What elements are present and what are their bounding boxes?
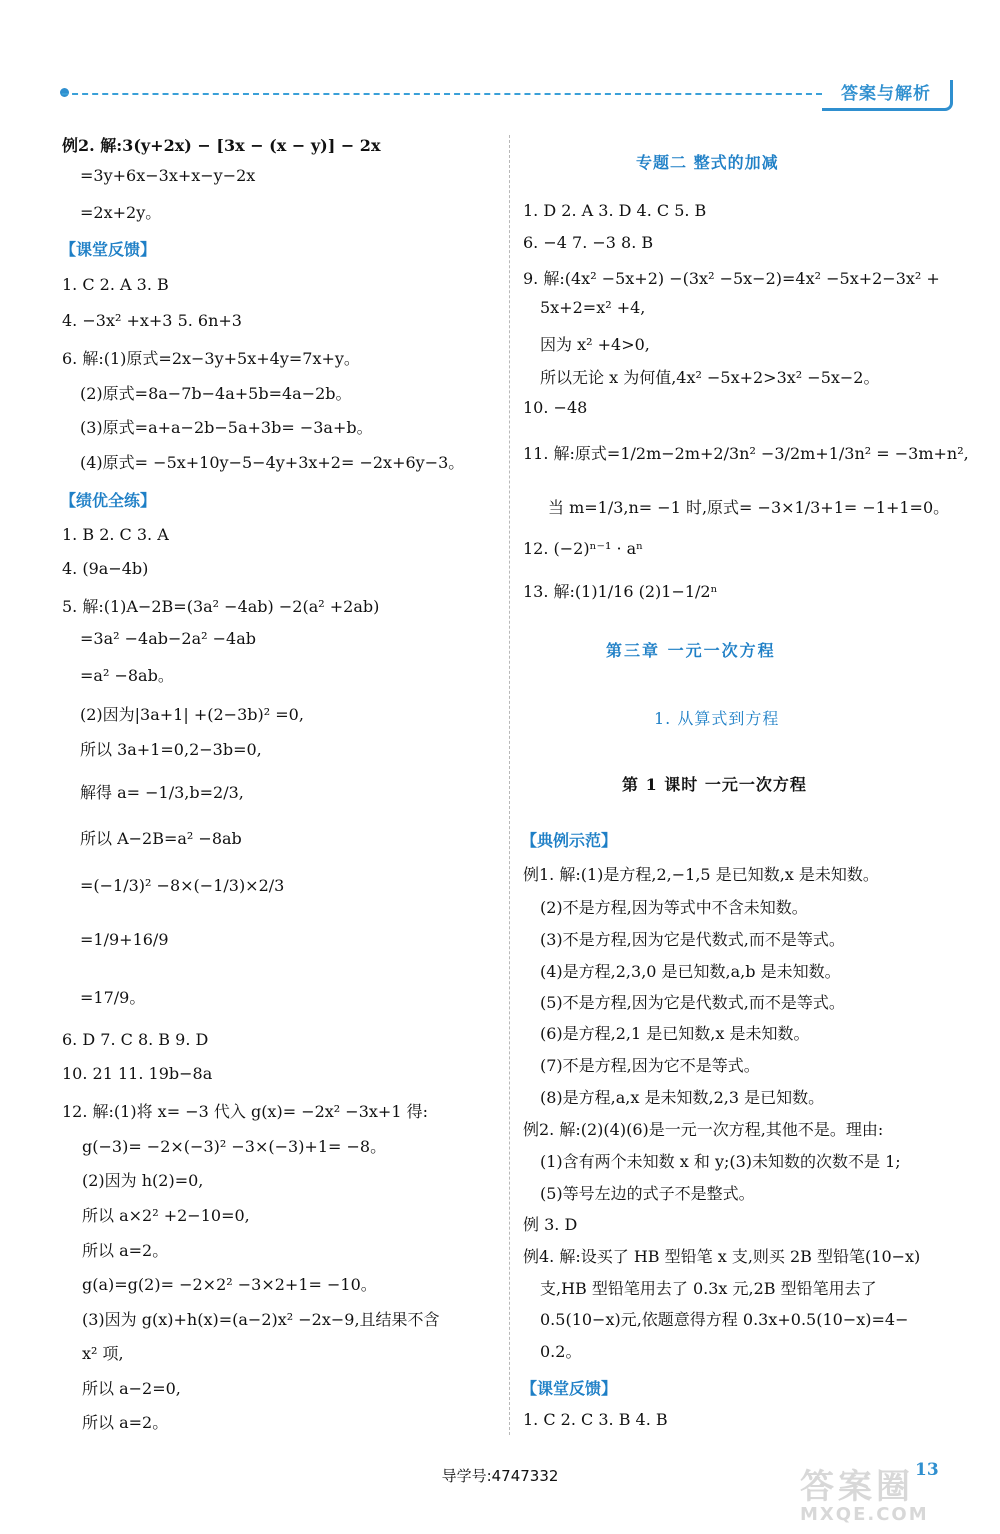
right-line: 1. 从算式到方程 [654,709,780,728]
column-divider [509,135,510,1435]
right-line: (5)等号左边的式子不是整式。 [540,1184,755,1203]
left-line: 所以 a=2。 [82,1413,169,1432]
right-line: 12. (−2)ⁿ⁻¹ · aⁿ [523,539,644,558]
right-line: 例4. 解:设买了 HB 型铅笔 x 支,则买 2B 型铅笔(10−x) [523,1247,921,1266]
watermark-logo [800,1467,990,1530]
right-line: 9. 解:(4x² −5x+2) −(3x² −5x−2)=4x² −5x+2−3x² + [523,269,940,288]
right-line: (1)含有两个未知数 x 和 y;(3)未知数的次数不是 1; [540,1152,901,1171]
left-line: (2)因为|3a+1| +(2−3b)² =0, [80,705,304,724]
right-line: 例 3. D [523,1215,578,1234]
left-line: g(a)=g(2)= −2×2² −3×2+1= −10。 [82,1275,377,1294]
left-line: 解得 a= −1/3,b=2/3, [80,783,244,802]
right-line: (8)是方程,a,x 是未知数,2,3 是已知数。 [540,1088,825,1107]
left-line: =2x+2y。 [80,203,162,222]
right-line: (7)不是方程,因为它不是等式。 [540,1056,760,1075]
right-line: 【课堂反馈】 [521,1379,618,1398]
left-line: =a² −8ab。 [80,666,174,685]
right-line: (4)是方程,2,3,0 是已知数,a,b 是未知数。 [540,962,841,981]
watermark-sub: MXQE.COM [800,1504,929,1525]
left-line: 6. 解:(1)原式=2x−3y+5x+4y=7x+y。 [62,349,360,368]
right-line: 5x+2=x² +4, [540,298,646,317]
watermark-main: 答案圈 [800,1467,914,1507]
right-line: 0.2。 [540,1342,582,1361]
right-line: 11. 解:原式=1/2m−2m+2/3n² −3/2m+1/3n² = −3m+n², [523,444,969,463]
guide-number: 导学号:4747332 [441,1467,559,1485]
right-line: (3)不是方程,因为它是代数式,而不是等式。 [540,930,845,949]
left-line: (3)因为 g(x)+h(x)=(a−2)x² −2x−9,且结果不含 [82,1310,440,1329]
left-line: =3a² −4ab−2a² −4ab [80,629,256,648]
left-line: 5. 解:(1)A−2B=(3a² −4ab) −2(a² +2ab) [62,597,380,616]
right-line: 13. 解:(1)1/16 (2)1−1/2ⁿ [523,582,718,601]
right-line: 例2. 解:(2)(4)(6)是一元一次方程,其他不是。理由: [523,1120,884,1139]
left-line: 【课堂反馈】 [60,240,157,259]
left-line: 所以 3a+1=0,2−3b=0, [80,740,262,759]
header-rule [62,93,822,95]
right-line: (5)不是方程,因为它是代数式,而不是等式。 [540,993,845,1012]
left-line: g(−3)= −2×(−3)² −3×(−3)+1= −8。 [82,1137,387,1156]
right-line: 所以无论 x 为何值,4x² −5x+2>3x² −5x−2。 [540,368,880,387]
right-line: 专题二 整式的加减 [636,153,779,172]
right-line: 6. −4 7. −3 8. B [523,233,654,252]
left-line: (2)原式=8a−7b−4a+5b=4a−2b。 [80,384,352,403]
right-line: 1. D 2. A 3. D 4. C 5. B [523,201,707,220]
left-line: =3y+6x−3x+x−y−2x [80,166,256,185]
header-tag: 答案与解析 [822,80,953,111]
left-line: 【绩优全练】 [60,491,157,510]
right-line: 【典例示范】 [521,831,618,850]
right-line: 第三章 一元一次方程 [606,641,776,660]
left-line: 1. B 2. C 3. A [62,525,169,544]
left-line: =(−1/3)² −8×(−1/3)×2/3 [80,876,285,895]
left-line: 1. C 2. A 3. B [62,275,169,294]
right-line: 10. −48 [523,398,588,417]
left-line: 10. 21 11. 19b−8a [62,1064,213,1083]
right-line: 例1. 解:(1)是方程,2,−1,5 是已知数,x 是未知数。 [523,865,879,884]
left-line: 所以 a=2。 [82,1241,169,1260]
left-line: x² 项, [82,1344,124,1363]
left-line: 所以 A−2B=a² −8ab [80,829,242,848]
right-line: 第 1 课时 一元一次方程 [622,775,807,794]
left-line: 4. (9a−4b) [62,559,149,578]
left-line: 例2. 解:3(y+2x) − [3x − (x − y)] − 2x [62,136,381,155]
left-line: =1/9+16/9 [80,930,169,949]
left-line: 12. 解:(1)将 x= −3 代入 g(x)= −2x² −3x+1 得: [62,1102,428,1121]
left-line: 所以 a×2² +2−10=0, [82,1206,250,1225]
left-line: 6. D 7. C 8. B 9. D [62,1030,209,1049]
right-line: 因为 x² +4>0, [540,335,650,354]
right-line: 0.5(10−x)元,依题意得方程 0.3x+0.5(10−x)=4− [540,1310,909,1329]
left-line: 所以 a−2=0, [82,1379,181,1398]
right-line: (6)是方程,2,1 是已知数,x 是未知数。 [540,1024,810,1043]
right-line: 支,HB 型铅笔用去了 0.3x 元,2B 型铅笔用去了 [540,1279,877,1298]
left-line: 4. −3x² +x+3 5. 6n+3 [62,311,242,330]
right-line: 1. C 2. C 3. B 4. B [523,1410,668,1429]
right-line: 当 m=1/3,n= −1 时,原式= −3×1/3+1= −1+1=0。 [548,498,950,517]
left-line: (2)因为 h(2)=0, [82,1171,204,1190]
left-line: (4)原式= −5x+10y−5−4y+3x+2= −2x+6y−3。 [80,453,465,472]
page-number: 13 [915,1460,939,1480]
left-line: =17/9。 [80,988,146,1007]
left-line: (3)原式=a+a−2b−5a+3b= −3a+b。 [80,418,373,437]
right-line: (2)不是方程,因为等式中不含未知数。 [540,898,808,917]
